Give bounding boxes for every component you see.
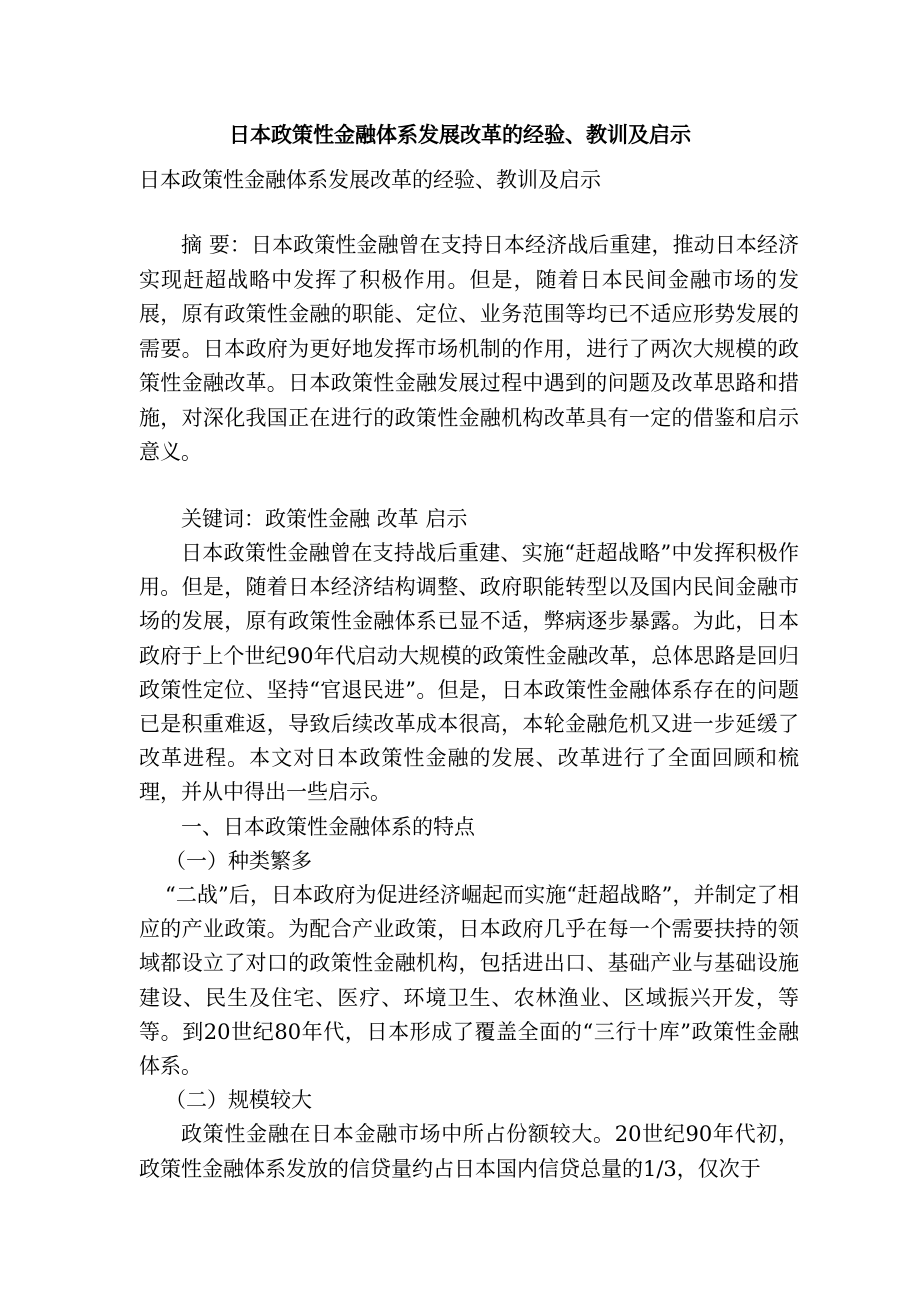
subsection-heading-1: （一）种类繁多 (165, 848, 312, 873)
abstract-paragraph: 摘 要：日本政策性金融曾在支持日本经济战后重建，推动日本经济实现赶超战略中发挥了积极作用。但是，随着日本民间金融市场的发展，原有政策性金融的职能、定位、业务范围等均已不适应形势发展的需要。日本政府为更好地发挥市场机制的作用，进行了两次大规模的政策性金融改革。日本政策性金融发展过程中遇到的问题及改革思路和措施，对深化我国正在进行的政策性金融机构改革具有一定的借鉴和启示意义。 (139, 233, 799, 464)
body-paragraph-1: “二战”后，日本政府为促进经济崛起而实施“赶超战略”，并制定了相应的产业政策。为配合产业政策，日本政府几乎在每一个需要扶持的领域都设立了对口的政策性金融机构，包括进出口、基础产业与基础设施建设、民生及住宅、医疗、环境卫生、农林渔业、区域振兴开发，等等。到20世纪80年代，日本形成了覆盖全面的“三行十库”政策性金融体系。 (139, 883, 799, 1079)
keywords-line: 关键词：政策性金融 改革 启示 (181, 507, 468, 531)
intro-paragraph: 日本政策性金融曾在支持战后重建、实施“赶超战略”中发挥积极作用。但是，随着日本经济结构调整、政府职能转型以及国内民间金融市场的发展，原有政策性金融体系已显不适，弊病逐步暴露。为此，日本政府于上个世纪90年代启动大规模的政策性金融改革，总体思路是回归政策性定位、坚持“官退民进”。但是，日本政策性金融体系存在的问题已是积重难返，导致后续改革成本很高，本轮金融危机又进一步延缓了改革进程。本文对日本政策性金融的发展、改革进行了全面回顾和梳理，并从中得出一些启示。 (139, 541, 799, 805)
body-paragraph-2: 政策性金融在日本金融市场中所占份额较大。20世纪90年代初，政策性金融体系发放的信贷量约占日本国内信贷总量的1/3，仅次于 (139, 1122, 799, 1181)
section-heading-1: 一、日本政策性金融体系的特点 (181, 814, 475, 839)
main-text (139, 536, 799, 1186)
document-subtitle: 日本政策性金融体系发展改革的经验、教训及启示 (139, 168, 601, 192)
document-title: 日本政策性金融体系发展改革的经验、教训及启示 (229, 122, 691, 147)
subsection-heading-2: （二）规模较大 (165, 1088, 312, 1113)
